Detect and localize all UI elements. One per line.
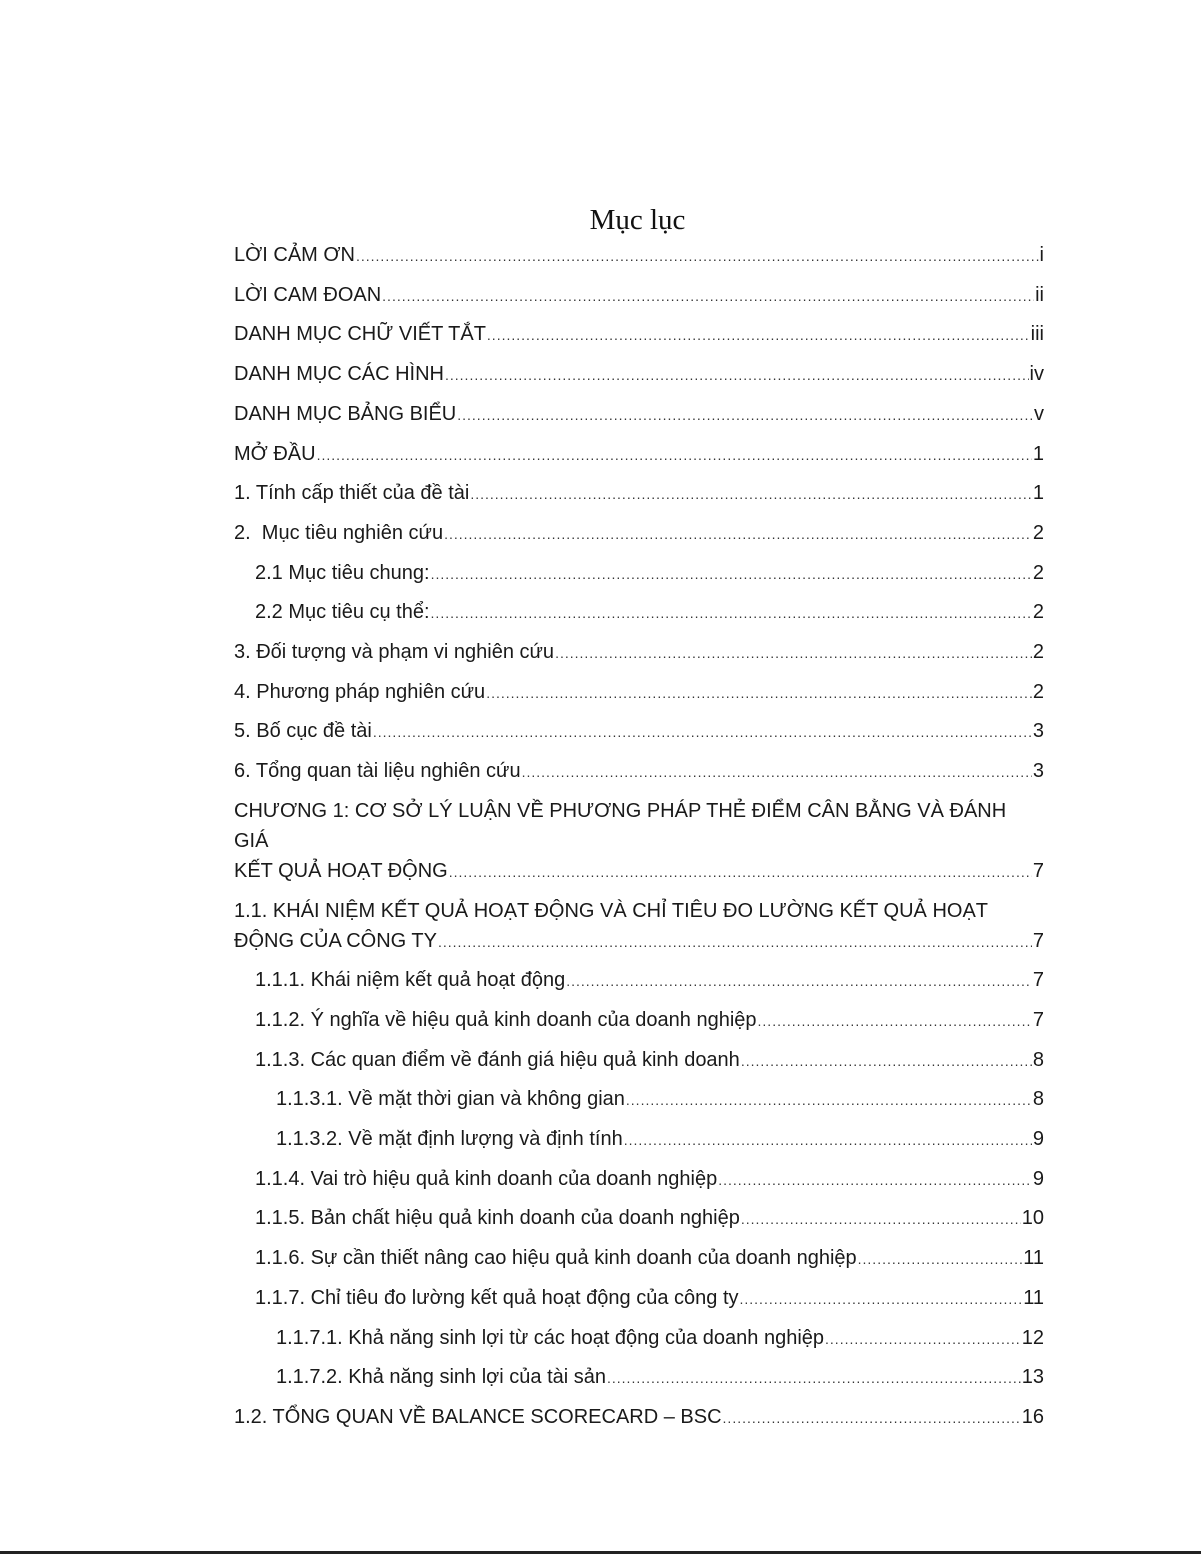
toc-entry-text: DANH MỤC CHỮ VIẾT TẮT bbox=[234, 323, 486, 346]
toc-entry[interactable] bbox=[234, 1080, 1044, 1120]
toc-entry[interactable] bbox=[234, 236, 1044, 276]
toc-title: Mục lục bbox=[589, 204, 686, 236]
toc-dot-leader bbox=[626, 1081, 1032, 1120]
toc-entry[interactable] bbox=[234, 435, 1044, 475]
toc-page-number: 9 bbox=[1032, 1128, 1044, 1151]
toc-dot-leader bbox=[373, 713, 1032, 752]
toc-entry-chapter[interactable] bbox=[234, 792, 1044, 892]
toc-dot-leader bbox=[858, 1240, 1023, 1279]
toc-entry-text: 6. Tổng quan tài liệu nghiên cứu bbox=[234, 760, 521, 783]
toc-entry-text: 2.2 Mục tiêu cụ thể: bbox=[255, 601, 430, 624]
toc-dot-leader bbox=[718, 1161, 1032, 1200]
table-of-contents bbox=[234, 236, 1044, 1438]
toc-page-number: 2 bbox=[1032, 601, 1044, 624]
toc-entry[interactable] bbox=[234, 633, 1044, 673]
toc-entry[interactable] bbox=[234, 961, 1044, 1001]
toc-entry-text: 1. Tính cấp thiết của đề tài bbox=[234, 482, 470, 505]
toc-entry[interactable] bbox=[234, 1358, 1044, 1398]
toc-dot-leader bbox=[566, 962, 1032, 1001]
toc-entry[interactable] bbox=[234, 1001, 1044, 1041]
toc-entry-text: 1.1.4. Vai trò hiệu quả kinh doanh của doanh nghiệp bbox=[255, 1167, 718, 1190]
toc-dot-leader bbox=[449, 857, 1032, 887]
toc-dot-leader bbox=[741, 1200, 1021, 1239]
toc-dot-leader bbox=[431, 555, 1032, 594]
toc-entry-text: 1.1.1. Khái niệm kết quả hoạt động bbox=[255, 969, 566, 992]
toc-entry[interactable] bbox=[234, 315, 1044, 355]
toc-entry-text-line1: CHƯƠNG 1: CƠ SỞ LÝ LUẬN VỀ PHƯƠNG PHÁP THẺ ĐIỂM CÂN BẰNG VÀ ĐÁNH GIÁ bbox=[234, 799, 1007, 852]
toc-page-number: 8 bbox=[1032, 1048, 1044, 1071]
toc-dot-leader bbox=[457, 396, 1033, 435]
toc-entry-text-line2: KẾT QUẢ HOẠT ĐỘNG bbox=[234, 859, 448, 882]
toc-entry[interactable] bbox=[234, 474, 1044, 514]
toc-entry[interactable] bbox=[234, 1160, 1044, 1200]
toc-entry[interactable] bbox=[234, 1041, 1044, 1081]
toc-entry-text: 2.1 Mục tiêu chung: bbox=[255, 561, 430, 584]
toc-entry-text: LỜI CẢM ƠN bbox=[234, 244, 355, 266]
toc-dot-leader bbox=[607, 1359, 1021, 1398]
toc-page-number: 10 bbox=[1021, 1207, 1044, 1230]
toc-dot-leader bbox=[555, 634, 1032, 673]
toc-page-number: 2 bbox=[1032, 521, 1044, 544]
toc-page-number: 2 bbox=[1032, 641, 1044, 664]
toc-dot-leader bbox=[444, 515, 1032, 554]
toc-dot-leader bbox=[382, 277, 1034, 316]
toc-dot-leader bbox=[356, 237, 1039, 276]
toc-entry-text: 1.1.3.1. Về mặt thời gian và không gian bbox=[276, 1088, 625, 1111]
toc-page-number: 9 bbox=[1032, 1167, 1044, 1190]
toc-entry-text-line1: 1.1. KHÁI NIỆM KẾT QUẢ HOẠT ĐỘNG VÀ CHỈ TIÊU ĐO LƯỜNG KẾT QUẢ HOẠT bbox=[234, 899, 989, 922]
toc-dot-leader bbox=[317, 436, 1032, 475]
toc-entry[interactable] bbox=[234, 1398, 1044, 1438]
toc-dot-leader bbox=[741, 1042, 1032, 1081]
toc-page-number: 16 bbox=[1021, 1405, 1044, 1428]
toc-dot-leader bbox=[487, 316, 1030, 355]
toc-page-number: 3 bbox=[1032, 760, 1044, 783]
toc-dot-leader bbox=[825, 1320, 1021, 1359]
toc-page-number: 2 bbox=[1032, 561, 1044, 584]
toc-dot-leader bbox=[486, 674, 1032, 713]
toc-dot-leader bbox=[758, 1002, 1032, 1041]
toc-dot-leader bbox=[624, 1121, 1032, 1160]
toc-entry[interactable] bbox=[234, 1120, 1044, 1160]
toc-entry-text: 1.1.7.1. Khả năng sinh lợi từ các hoạt động của doanh nghiệp bbox=[276, 1326, 825, 1349]
toc-page-number: iii bbox=[1030, 323, 1044, 346]
toc-entry[interactable] bbox=[234, 276, 1044, 316]
toc-entry[interactable] bbox=[234, 514, 1044, 554]
toc-entry-text: 1.1.5. Bản chất hiệu quả kinh doanh của doanh nghiệp bbox=[255, 1207, 740, 1230]
toc-page-number: iv bbox=[1029, 363, 1044, 386]
toc-entry-text: DANH MỤC BẢNG BIỂU bbox=[234, 402, 457, 425]
toc-dot-leader bbox=[723, 1399, 1021, 1438]
toc-entry-text: 1.2. TỔNG QUAN VỀ BALANCE SCORECARD – BSC bbox=[234, 1405, 722, 1428]
toc-entry-text: 2. Mục tiêu nghiên cứu bbox=[234, 521, 444, 544]
toc-dot-leader bbox=[431, 594, 1032, 633]
toc-entry-text: LỜI CAM ĐOAN bbox=[234, 283, 382, 306]
toc-page-number: 1 bbox=[1032, 482, 1044, 505]
toc-entry-text: MỞ ĐẦU bbox=[234, 442, 316, 465]
toc-page-number: 7 bbox=[1032, 859, 1044, 882]
toc-entry[interactable] bbox=[234, 712, 1044, 752]
toc-entry[interactable] bbox=[234, 1279, 1044, 1319]
toc-entry[interactable] bbox=[234, 355, 1044, 395]
toc-entry-section[interactable] bbox=[234, 892, 1044, 962]
toc-page-number: i bbox=[1039, 244, 1044, 266]
toc-entry-text-line2: ĐỘNG CỦA CÔNG TY bbox=[234, 929, 437, 952]
toc-page-number: 13 bbox=[1021, 1366, 1044, 1389]
toc-page-number: ii bbox=[1035, 283, 1044, 306]
toc-dot-leader bbox=[438, 927, 1032, 957]
toc-entry[interactable] bbox=[234, 1199, 1044, 1239]
toc-entry-text: 4. Phương pháp nghiên cứu bbox=[234, 680, 486, 703]
toc-dot-leader bbox=[470, 475, 1032, 514]
toc-page-number: v bbox=[1034, 402, 1044, 425]
toc-dot-leader bbox=[522, 753, 1032, 792]
toc-page-number: 12 bbox=[1021, 1326, 1044, 1349]
toc-entry[interactable] bbox=[234, 395, 1044, 435]
toc-page-number: 3 bbox=[1032, 720, 1044, 743]
toc-dot-leader bbox=[740, 1280, 1023, 1319]
toc-entry-text: 1.1.7.2. Khả năng sinh lợi của tài sản bbox=[276, 1366, 606, 1389]
toc-entry-text: 1.1.7. Chỉ tiêu đo lường kết quả hoạt động của công ty bbox=[255, 1286, 739, 1309]
toc-page-number: 7 bbox=[1032, 929, 1044, 952]
toc-dot-leader bbox=[445, 356, 1029, 395]
toc-entry-text: DANH MỤC CÁC HÌNH bbox=[234, 363, 444, 386]
toc-entry-text: 5. Bố cục đề tài bbox=[234, 720, 372, 743]
toc-entry-text: 1.1.3. Các quan điểm về đánh giá hiệu quả kinh doanh bbox=[255, 1048, 740, 1071]
toc-entry[interactable] bbox=[234, 593, 1044, 633]
toc-entry[interactable] bbox=[234, 1239, 1044, 1279]
toc-page-number: 7 bbox=[1032, 969, 1044, 992]
toc-page-number: 2 bbox=[1032, 680, 1044, 703]
toc-page-number: 11 bbox=[1023, 1286, 1044, 1309]
toc-entry-text: 1.1.6. Sự cần thiết nâng cao hiệu quả kinh doanh của doanh nghiệp bbox=[255, 1247, 857, 1270]
toc-entry[interactable] bbox=[234, 1319, 1044, 1359]
toc-page-number: 1 bbox=[1032, 442, 1044, 465]
toc-page-number: 11 bbox=[1023, 1247, 1044, 1270]
toc-page-number: 7 bbox=[1032, 1008, 1044, 1031]
toc-entry-text: 1.1.2. Ý nghĩa về hiệu quả kinh doanh của doanh nghiệp bbox=[255, 1008, 757, 1031]
toc-entry-text: 1.1.3.2. Về mặt định lượng và định tính bbox=[276, 1128, 623, 1151]
toc-entry-text: 3. Đối tượng và phạm vi nghiên cứu bbox=[234, 641, 555, 664]
toc-entry[interactable] bbox=[234, 554, 1044, 594]
toc-page-number: 8 bbox=[1032, 1088, 1044, 1111]
toc-entry[interactable] bbox=[234, 752, 1044, 792]
toc-entry[interactable] bbox=[234, 673, 1044, 713]
